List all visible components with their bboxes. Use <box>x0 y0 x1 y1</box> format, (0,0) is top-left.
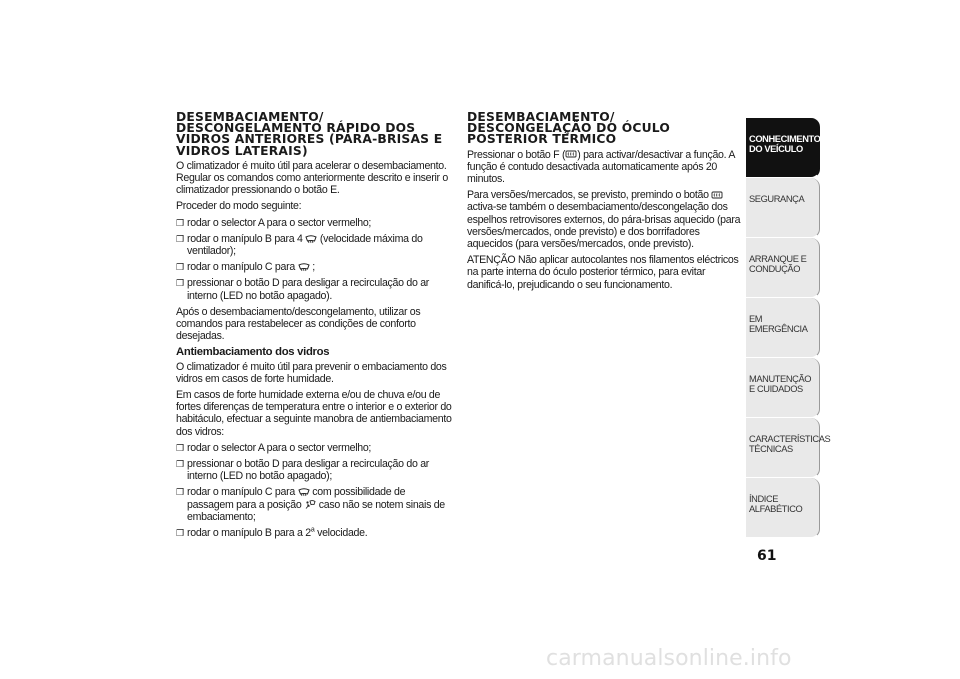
windshield-defrost-icon <box>298 263 310 272</box>
list-item: ❒ rodar o manípulo C para ; <box>176 261 315 274</box>
paragraph: Em casos de forte humidade externa e/ou de chuva e/ou de fortes diferenças de temperatura entre o interior e o exterior do habitáculo, efectuar a seguinte manobra de antiembaciamento dos vidros: <box>176 389 452 438</box>
checkbox-bullet-icon: ❒ <box>176 233 184 244</box>
checkbox-bullet-icon: ❒ <box>176 278 184 289</box>
tab-em-emergencia[interactable]: EM EMERGÊNCIA <box>746 298 820 358</box>
rear-window-defrost-icon <box>565 150 577 159</box>
checkbox-bullet-icon: ❒ <box>176 528 184 539</box>
list-item: ❒ rodar o selector A para o sector vermelho; <box>176 216 372 229</box>
list-item: ❒ pressionar o botão D para desligar a recirculação do ar interno (LED no botão apagado). <box>176 277 430 302</box>
chapter-tabs <box>746 118 831 538</box>
subheading-antifog: Antiembaciamento dos vidros <box>176 346 330 359</box>
list-item: ❒ rodar o selector A para o sector vermelho; <box>176 441 372 454</box>
checkbox-bullet-icon: ❒ <box>176 459 184 470</box>
checkbox-bullet-icon: ❒ <box>176 487 184 498</box>
tab-conhecimento-do-veiculo[interactable]: CONHECIMENTO DO VEÍCULO <box>746 118 820 178</box>
paragraph: Após o desembaciamento/descongelamento, utilizar os comandos para restabelecer as condições de conforto desejadas. <box>176 305 421 343</box>
rear-window-defrost-icon <box>711 191 723 200</box>
list-item: ❒ rodar o manípulo B para 4 (velocidade máxima do ventilador); <box>176 232 423 258</box>
list-item: ❒ pressionar o botão D para desligar a recirculação do ar interno (LED no botão apagado); <box>176 458 430 483</box>
checkbox-bullet-icon: ❒ <box>176 217 184 228</box>
right-column <box>467 112 743 295</box>
paragraph: Proceder do modo seguinte: <box>176 200 302 213</box>
paragraph: Pressionar o botão F ( ) para activar/desactivar a função. A função é contudo desactivada automaticamente após 20 minutos. <box>467 148 735 186</box>
paragraph: Para versões/mercados, se previsto, premindo o botão activa-se também o desembaciamento/descongelação dos espelhos retrovisores externos, do pára-brisas aquecido (para versões/mercados, onde previsto) e dos borrifadores aquecidos (para versões/mercados, onde previsto). <box>467 189 741 251</box>
windshield-defrost-icon <box>305 235 317 244</box>
tab-caracteristicas-tecnicas[interactable]: CARACTERÍSTICAS TÉCNICAS <box>746 418 820 478</box>
tab-manutencao-e-cuidados[interactable]: MANUTENÇÃO E CUIDADOS <box>746 358 820 418</box>
list-item: ❒ rodar o manípulo B para a 2$^a$ velocidade. <box>176 526 368 540</box>
page-number: 61 <box>757 548 777 564</box>
paragraph: O climatizador é muito útil para acelerar o desembaciamento. Regular os comandos como anteriormente descrito e inserir o climatizador pressionando o botão E. <box>176 159 448 197</box>
foot-windshield-icon <box>304 500 316 509</box>
tab-indice-alfabetico[interactable]: ÍNDICE ALFABÉTICO <box>746 478 820 538</box>
section-heading-rear-defrost: DESEMBACIAMENTO/ DESCONGELAÇÃO DO ÓCULO POSTERIOR TÉRMICO <box>467 110 671 147</box>
tab-seguranca[interactable]: SEGURANÇA <box>746 178 820 238</box>
left-column <box>176 112 454 543</box>
warning-paragraph: ATENÇÃO Não aplicar autocolantes nos filamentos eléctricos na parte interna do óculo posterior térmico, para evitar danificá-lo, prejudicando o seu funcionamento. <box>467 254 739 291</box>
tab-arranque-e-conducao[interactable]: ARRANQUE E CONDUÇÃO <box>746 238 820 298</box>
paragraph: O climatizador é muito útil para prevenir o embaciamento dos vidros em casos de forte humidade. <box>176 360 447 385</box>
windshield-defrost-icon <box>298 488 310 497</box>
checkbox-bullet-icon: ❒ <box>176 442 184 453</box>
checkbox-bullet-icon: ❒ <box>176 262 184 273</box>
watermark: carmanualsonline.info <box>546 646 792 671</box>
list-item: ❒ rodar o manípulo C para com possibilidade de passagem para a posição caso não se notem sinais de embaciamento; <box>176 486 445 523</box>
section-heading-front-defrost: DESEMBACIAMENTO/ DESCONGELAMENTO RÁPIDO DOS VIDROS ANTERIORES (PÁRA-BRISAS E VIDROS LATERAIS) <box>176 110 443 158</box>
